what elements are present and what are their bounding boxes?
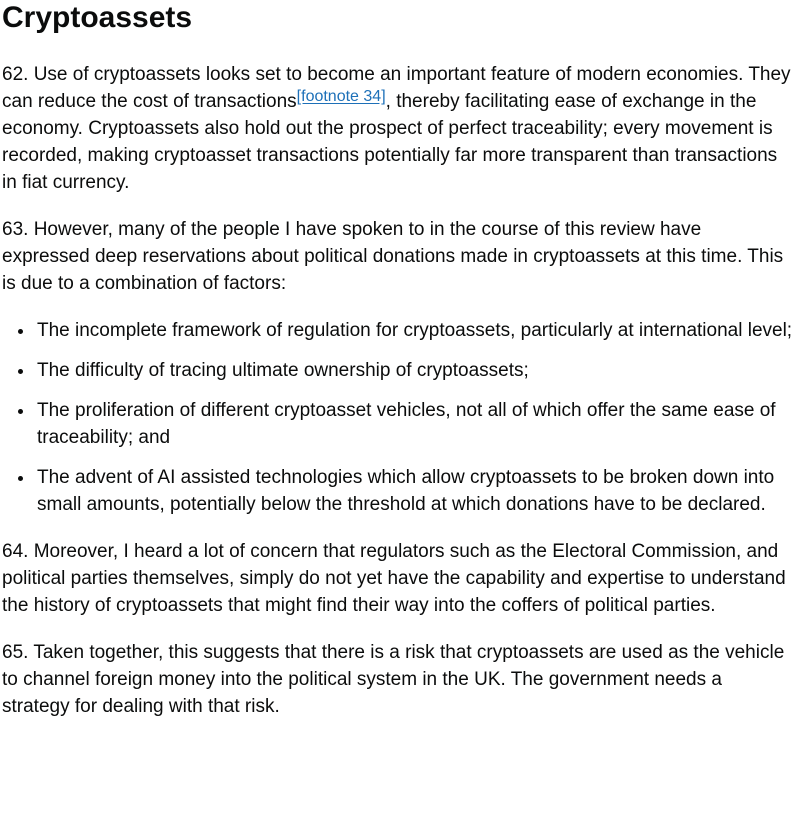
paragraph-62-text-after: , thereby facilitating ease of exchange in the economy. Cryptoassets also hold out the prospect of perfect traceability; every movement is recorded, making cryptoasset transactions potentially far more transparent than transactions in fiat currency. bbox=[2, 91, 778, 193]
article-content bbox=[2, 0, 793, 720]
footnote-34-link[interactable]: [footnote 34] bbox=[296, 88, 386, 106]
paragraph-62 bbox=[2, 61, 793, 196]
paragraph-65: 65. Taken together, this suggests that there is a risk that cryptoassets are used as the vehicle to channel foreign money into the political system in the UK. The government needs a strategy for dealing with that risk. bbox=[2, 642, 785, 717]
factors-list bbox=[2, 317, 793, 518]
paragraph-64: 64. Moreover, I heard a lot of concern that regulators such as the Electoral Commission, and political parties themselves, simply do not yet have the capability and expertise to understand the history of cryptoassets that might find their way into the coffers of political parties. bbox=[2, 541, 786, 616]
paragraph-62-text-before: 62. Use of cryptoassets looks set to become an important feature of modern economies. They can reduce the cost of transactions bbox=[2, 64, 791, 112]
list-item-ai: • The advent of AI assisted technologies which allow cryptoassets to be broken down into small amounts, potentially below the threshold at which donations have to be declared. bbox=[35, 464, 793, 518]
list-item-regulation: • The incomplete framework of regulation for cryptoassets, particularly at international level; bbox=[35, 317, 793, 344]
footnote-ref bbox=[297, 88, 386, 105]
paragraph-63: 63. However, many of the people I have spoken to in the course of this review have expressed deep reservations about political donations made in cryptoassets at this time. This is due to a combination of factors: bbox=[2, 219, 784, 294]
list-item-ownership: • The difficulty of tracing ultimate ownership of cryptoassets; bbox=[35, 357, 793, 384]
section-heading: Cryptoassets bbox=[2, 1, 193, 34]
list-item-vehicles: • The proliferation of different cryptoasset vehicles, not all of which offer the same ease of traceability; and bbox=[35, 397, 793, 451]
